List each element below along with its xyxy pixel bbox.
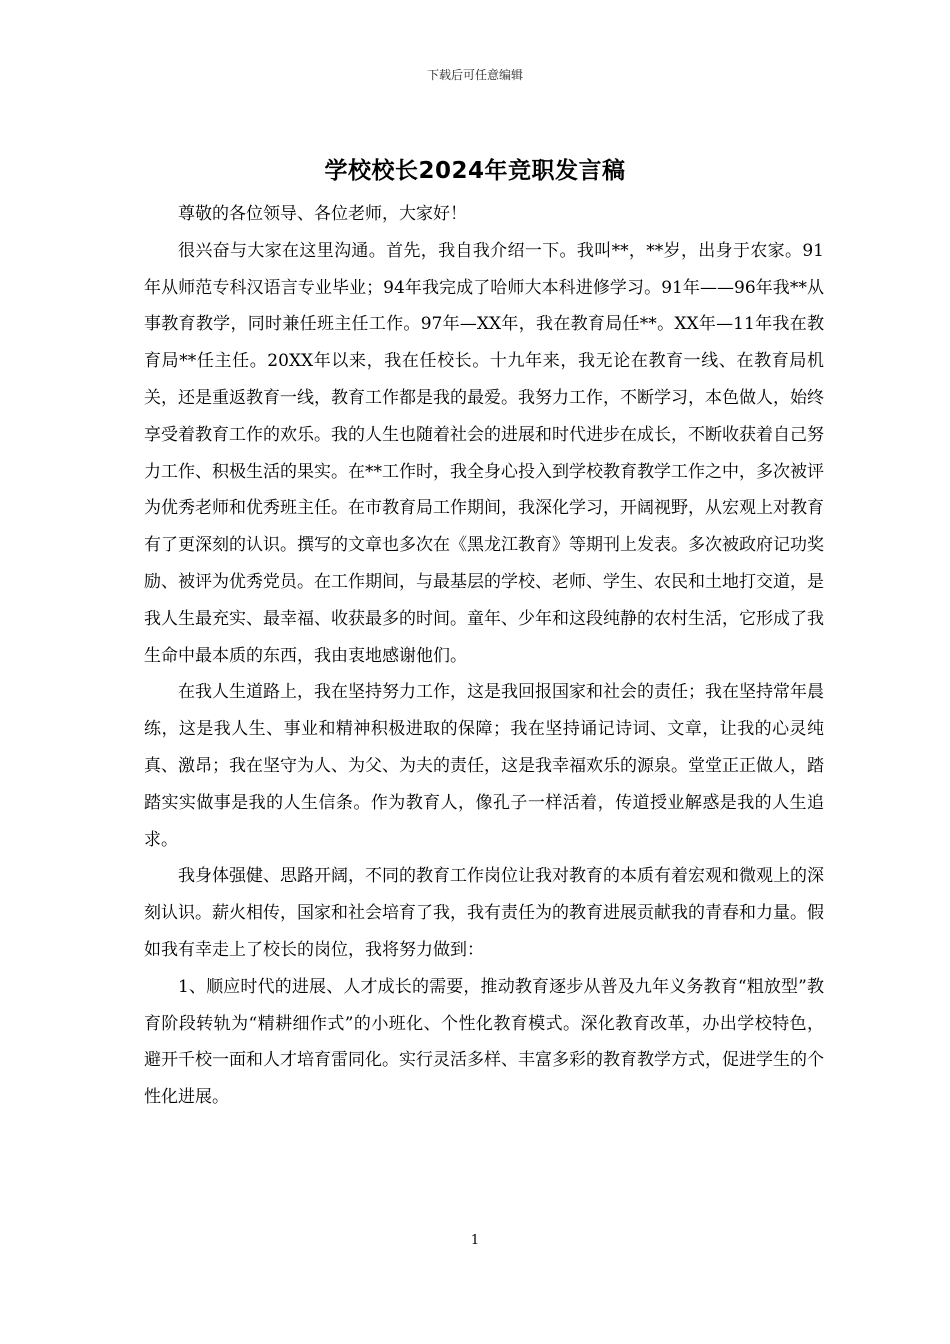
- paragraph-commitment: 我身体强健、思路开阔，不同的教育工作岗位让我对教育的本质有着宏观和微观上的深刻认识。薪火相传，国家和社会培育了我，我有责任为的教育进展贡献我的青春和力量。假如我有幸走上了校长的岗位，我将努力做到：: [144, 866, 824, 960]
- page-header-note: 下载后可任意编辑: [426, 68, 523, 82]
- paragraph-life-path: 在我人生道路上，我在坚持努力工作，这是我回报国家和社会的责任；我在坚持常年晨练，这是我人生、事业和精神积极进取的保障；我在坚持诵记诗词、文章，让我的心灵纯真、激昂；我在坚守为人、为父、为夫的责任，这是我幸福欢乐的源泉。堂堂正正做人，踏踏实实做事是我的人生信条。作为教育人，像孔子一样活着，传道授业解惑是我的人生追求。: [144, 682, 824, 850]
- paragraph-introduction: 很兴奋与大家在这里沟通。首先，我自我介绍一下。我叫**，**岁，出身于农家。91年从师范专科汉语言专业毕业；94年我完成了哈师大本科进修学习。91年——96年我**从事教育教学，同时兼任班主任工作。97年—XX年，我在教育局任**。XX年—11年我在教育局**任主任。20XX年以来，我在任校长。十九年来，我无论在教育一线、在教育局机关，还是重返教育一线，教育工作都是我的最爱。我努力工作，不断学习，本色做人，始终享受着教育工作的欢乐。我的人生也随着社会的进展和时代进步在成长，不断收获着自己努力工作、积极生活的果实。在**工作时，我全身心投入到学校教育教学工作之中，多次被评为优秀老师和优秀班主任。在市教育局工作期间，我深化学习，开阔视野，从宏观上对教育有了更深刻的认识。撰写的文章也多次在《黑龙江教育》等期刊上发表。多次被政府记功奖励、被评为优秀党员。在工作期间，与最基层的学校、老师、学生、农民和土地打交道，是我人生最充实、最幸福、收获最多的时间。童年、少年和这段纯静的农村生活，它形成了我生命中最本质的东西，我由衷地感谢他们。: [144, 240, 824, 666]
- document-title: 学校校长2024年竞职发言稿: [324, 158, 626, 184]
- page-number: 1: [470, 1233, 480, 1248]
- paragraph-plan-item-1: 1、顺应时代的进展、人才成长的需要，推动教育逐步从普及九年义务教育“粗放型”教育阶段转轨为“精耕细作式”的小班化、个性化教育模式。深化教育改革，办出学校特色，避开千校一面和人才培育雷同化。实行灵活多样、丰富多彩的教育教学方式，促进学生的个性化进展。: [144, 976, 824, 1108]
- document-body: [144, 196, 824, 1116]
- paragraph-greeting: 尊敬的各位领导、各位老师，大家好！: [178, 204, 467, 224]
